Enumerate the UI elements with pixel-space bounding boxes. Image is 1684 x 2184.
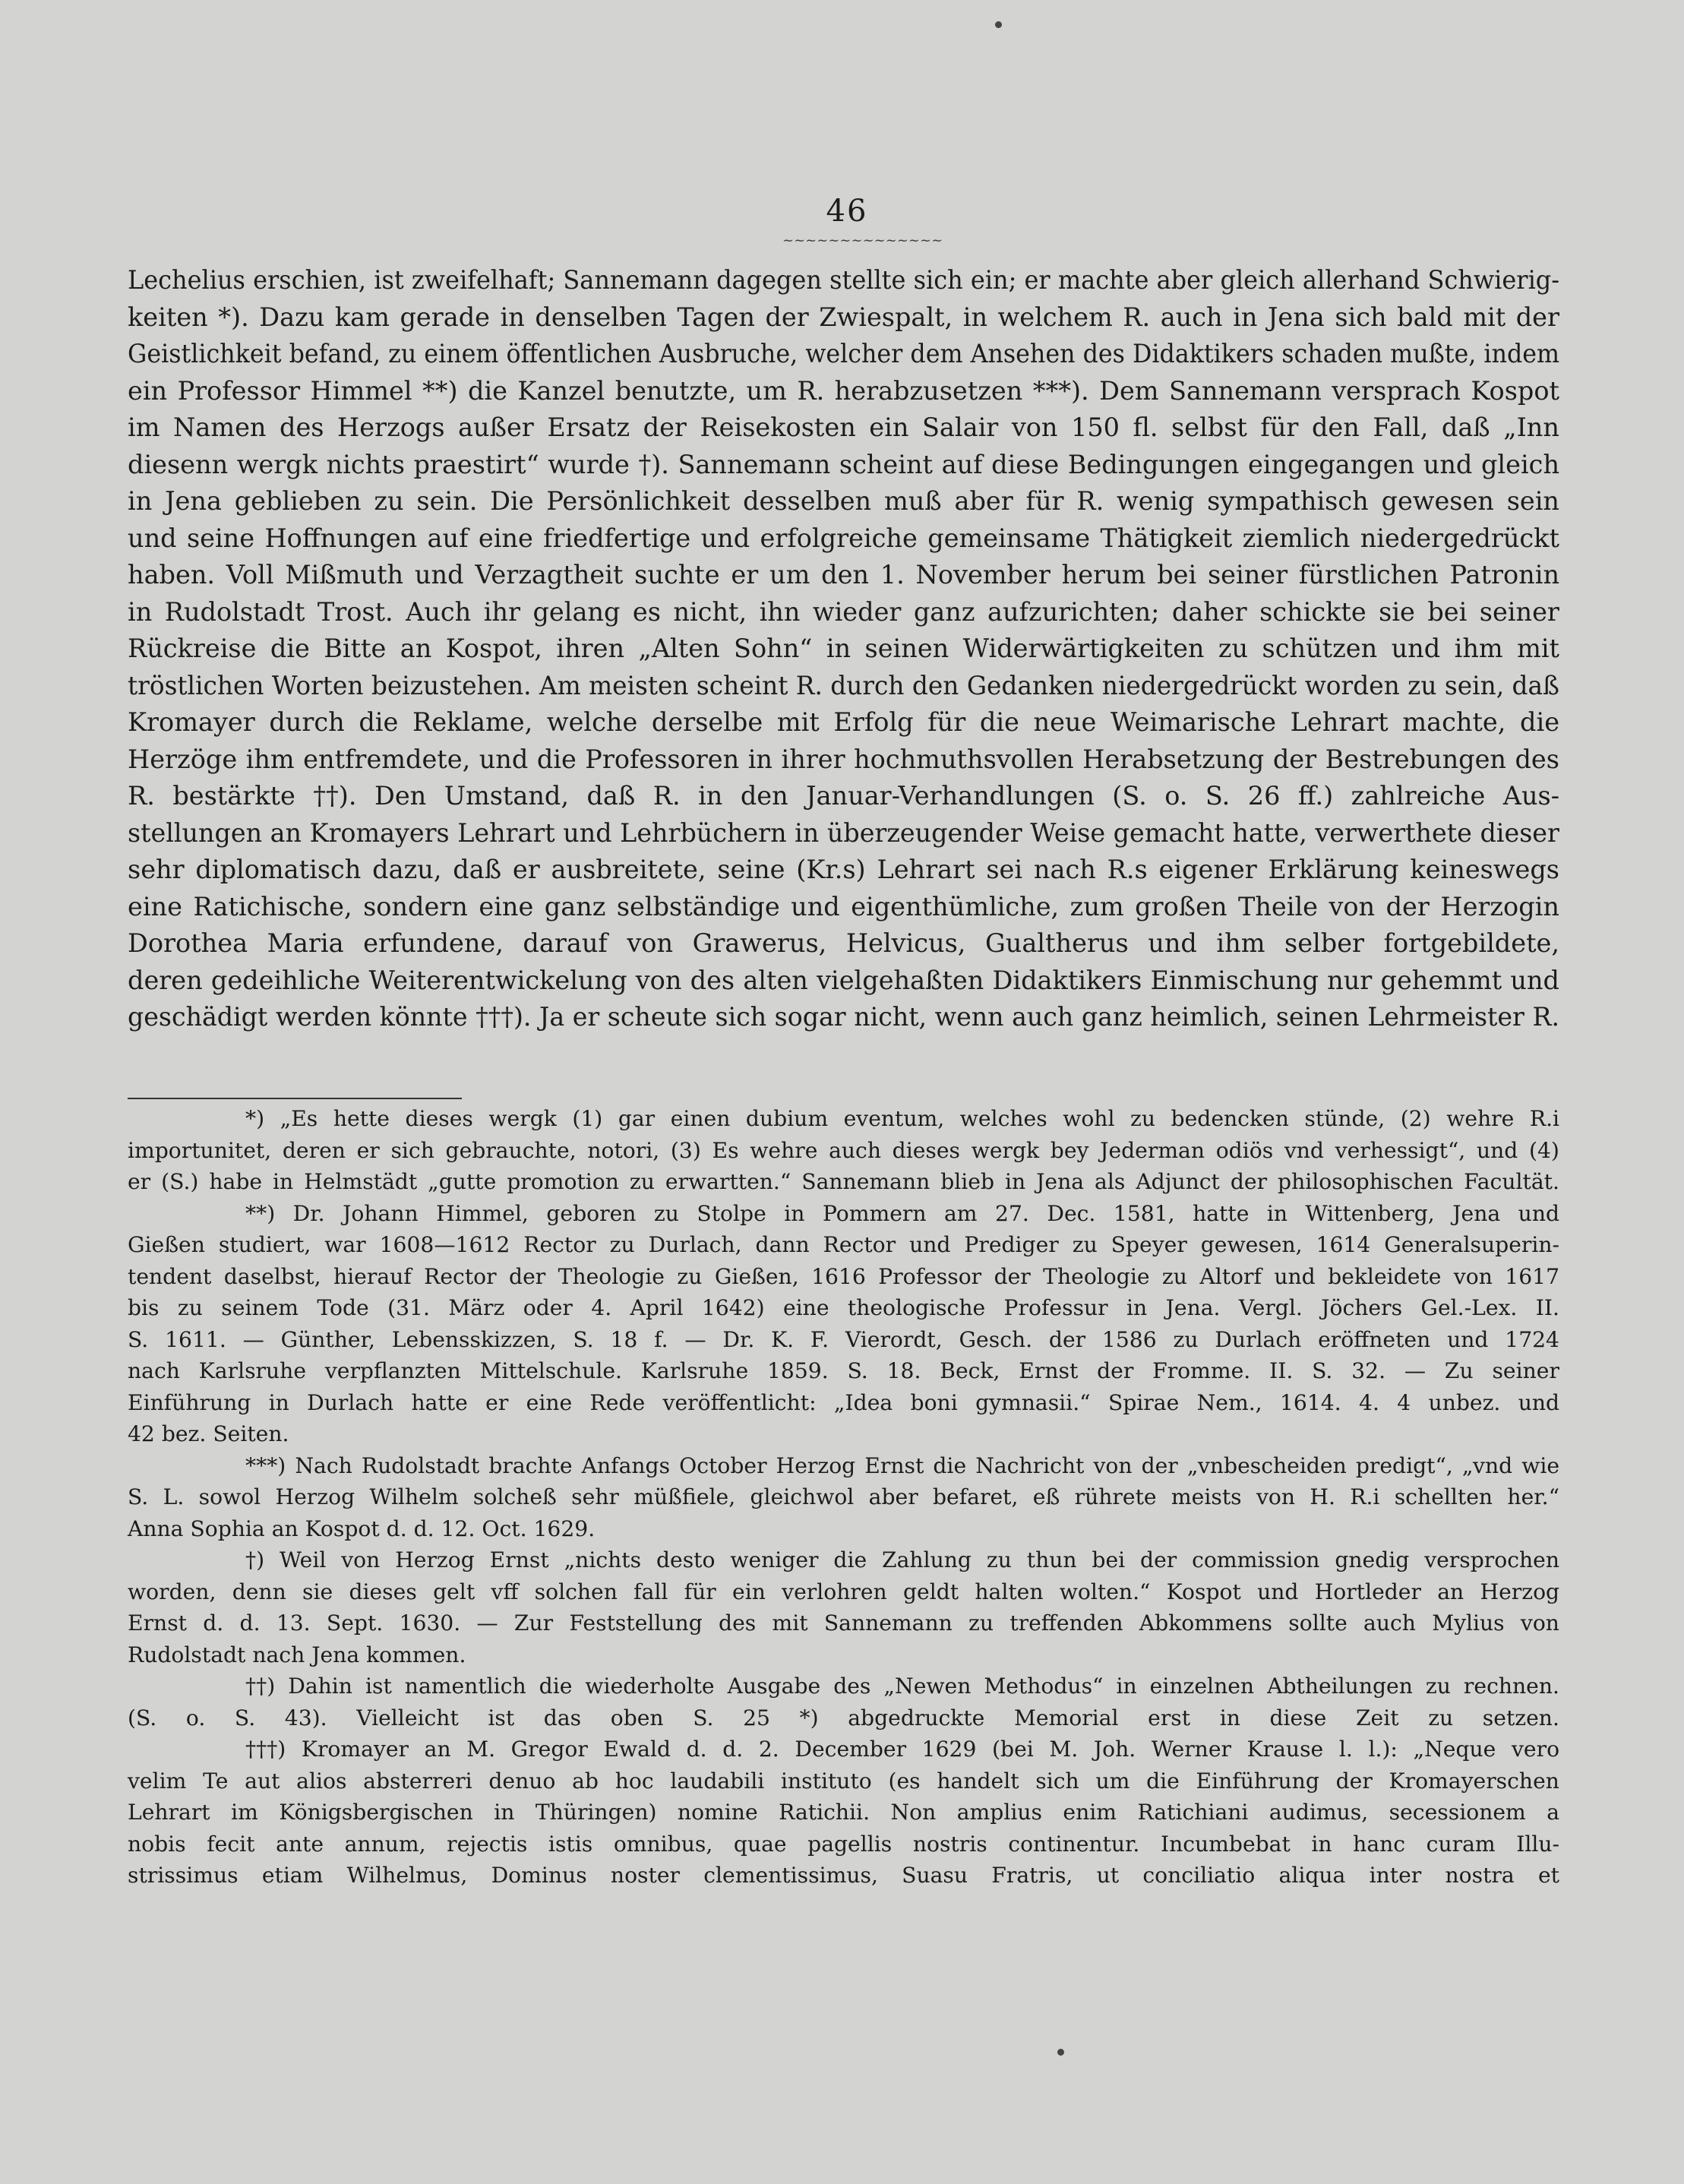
body-line: Lechelius erschien, ist zweifelhaft; Sannemann dagegen stellte sich ein; er machte aber gleich allerhand Schwierig- (128, 265, 1560, 295)
body-line: R. bestärkte ††). Den Umstand, daß R. in den Januar-Verhandlungen (S. o. S. 26 ff.) zahlreiche Aus- (128, 781, 1560, 811)
footnote-line: 42 bez. Seiten. (128, 1421, 289, 1446)
body-line: Geistlichkeit befand, zu einem öffentlichen Ausbruche, welcher dem Ansehen des Didaktikers schaden mußte, indem (128, 339, 1560, 368)
footnote-rule (128, 1098, 462, 1099)
body-line: geschädigt werden könnte †††). Ja er scheute sich sogar nicht, wenn auch ganz heimlich, seinen Lehrmeister R. (128, 1002, 1560, 1032)
footnotes (128, 1103, 1559, 1892)
body-line: keiten *). Dazu kam gerade in denselben Tagen der Zwiespalt, in welchem R. auch in Jena sich bald mit der (128, 302, 1560, 332)
footnote-line: Gießen studiert, war 1608—1612 Rector zu Durlach, dann Rector und Prediger zu Speyer gewesen, 1614 Generalsuperin- (128, 1232, 1560, 1257)
footnote-line: †) Weil von Herzog Ernst „nichts desto weniger die Zahlung zu thun bei der commission gnedig versprochen (245, 1547, 1560, 1572)
footnote-line: Rudolstadt nach Jena kommen. (128, 1642, 466, 1667)
body-line: tröstlichen Worten beizustehen. Am meisten scheint R. durch den Gedanken niedergedrückt worden zu sein, daß (128, 670, 1559, 700)
body-line: haben. Voll Mißmuth und Verzagtheit suchte er um den 1. November herum bei seiner fürstlichen Patronin (128, 560, 1560, 589)
footnote-line: †††) Kromayer an M. Gregor Ewald d. d. 2. December 1629 (bei M. Joh. Werner Krause l. l.): „Neque vero (245, 1737, 1560, 1762)
footnote-line: **) Dr. Johann Himmel, geboren zu Stolpe in Pommern am 27. Dec. 1581, hatte in Wittenberg, Jena und (245, 1200, 1560, 1226)
body-line: deren gedeihliche Weiterentwickelung von des alten vielgehaßten Didaktikers Einmischung nur gehemmt und (128, 965, 1559, 995)
footnote-line: worden, denn sie dieses gelt vff solchen fall für ein verlohren geldt halten wolten.“ Kospot und Hortleder an Herzog (128, 1579, 1560, 1604)
page-number-ornament: ~~~~~~~~~~~~~~ (782, 232, 943, 248)
footnote-line: (S. o. S. 43). Vielleicht ist das oben S. 25 *) abgedruckte Memorial erst in diese Zeit zu setzen. (128, 1705, 1559, 1730)
main-text (128, 262, 1559, 1036)
footnote-line: strissimus etiam Wilhelmus, Dominus noster clementissimus, Suasu Fratris, ut conciliatio aliqua inter nostra et (128, 1863, 1559, 1888)
page-number: 46 (826, 194, 868, 229)
footnote-line: Anna Sophia an Kospot d. d. 12. Oct. 1629. (128, 1516, 596, 1541)
footnote-line: velim Te aut alios absterreri denuo ab hoc laudabili instituto (es handelt sich um die Einführung der Kromayerschen (128, 1768, 1559, 1794)
footnote-line: ††) Dahin ist namentlich die wiederholte Ausgabe des „Newen Methodus“ in einzelnen Abtheilungen zu rechnen. (245, 1674, 1559, 1699)
body-line: ein Professor Himmel **) die Kanzel benutzte, um R. herabzusetzen ***). Dem Sannemann versprach Kospot (128, 375, 1559, 406)
footnote-line: Lehrart im Königsbergischen in Thüringen) nomine Ratichii. Non amplius enim Ratichiani audimus, secessionem a (128, 1800, 1560, 1825)
body-line: sehr diplomatisch dazu, daß er ausbreitete, seine (Kr.s) Lehrart sei nach R.s eigener Erklärung keineswegs (128, 855, 1559, 884)
body-line: Rückreise die Bitte an Kospot, ihren „Alten Sohn“ in seinen Widerwärtigkeiten zu schützen und ihm mit (128, 634, 1560, 663)
body-line: in Rudolstadt Trost. Auch ihr gelang es nicht, ihn wieder ganz aufzurichten; daher schickte sie bei seiner (128, 596, 1559, 627)
footnote-line: importunitet, deren er sich gebrauchte, notori, (3) Es wehre auch dieses wergk bey Jederman odiös vnd verhessigt“, und (4) (128, 1137, 1559, 1163)
footnote-line: ***) Nach Rudolstadt brachte Anfangs October Herzog Ernst die Nachricht von der „vnbescheiden predigt“, „vnd wie (245, 1452, 1560, 1478)
body-line: eine Ratichische, sondern eine ganz selbständige und eigenthümliche, zum großen Theile von der Herzogin (128, 891, 1559, 921)
footnote-line: er (S.) habe in Helmstädt „gutte promotion zu erwartten.“ Sannemann blieb in Jena als Adjunct der philosophischen Facultät. (128, 1169, 1559, 1194)
body-line: diesenn wergk nichts praestirt“ wurde †). Sannemann scheint auf diese Bedingungen eingegangen und gleich (128, 449, 1560, 479)
footnote-line: nobis fecit ante annum, rejectis istis omnibus, quae pagellis nostris continentur. Incumbebat in hanc curam Illu- (128, 1831, 1560, 1857)
footnote-line: Einführung in Durlach hatte er eine Rede veröffentlicht: „Idea boni gymnasii.“ Spirae Nem., 1614. 4. 4 unbez. und (128, 1389, 1560, 1415)
body-line: im Namen des Herzogs außer Ersatz der Reisekosten ein Salair von 150 fl. selbst für den Fall, daß „Inn (128, 412, 1559, 442)
footnote-line: bis zu seinem Tode (31. März oder 4. April 1642) eine theologische Professur in Jena. Vergl. Jöchers Gel.-Lex. II. (128, 1295, 1560, 1320)
footnote-line: S. 1611. — Günther, Lebensskizzen, S. 18 f. — Dr. K. F. Vierordt, Gesch. der 1586 zu Durlach eröffneten und 1724 (128, 1326, 1559, 1352)
body-line: Kromayer durch die Reklame, welche derselbe mit Erfolg für die neue Weimarische Lehrart machte, die (128, 707, 1560, 737)
footnote-line: Ernst d. d. 13. Sept. 1630. — Zur Feststellung des mit Sannemann zu treffenden Abkommens sollte auch Mylius von (128, 1610, 1559, 1636)
footnote-line: S. L. sowol Herzog Wilhelm solcheß sehr müßfiele, gleichwol aber befaret, eß rührete meists von H. R.i schellten her.“ (128, 1484, 1560, 1509)
ink-speck (995, 21, 1002, 28)
footnote-line: *) „Es hette dieses wergk (1) gar einen dubium eventum, welches wohl zu bedencken stünde, (2) wehre R.i (245, 1106, 1560, 1131)
body-line: in Jena geblieben zu sein. Die Persönlichkeit desselben muß aber für R. wenig sympathisch gewesen sein (128, 486, 1559, 516)
body-line: und seine Hoffnungen auf eine friedfertige und erfolgreiche gemeinsame Thätigkeit ziemlich niedergedrückt (128, 523, 1559, 553)
body-line: Dorothea Maria erfundene, darauf von Grawerus, Helvicus, Gualtherus und ihm selber fortgebildete, (128, 928, 1560, 958)
footnote-line: tendent daselbst, hierauf Rector der Theologie zu Gießen, 1616 Professor der Theologie zu Altorf und bekleidete von 1617 (128, 1263, 1560, 1289)
body-line: stellungen an Kromayers Lehrart und Lehrbüchern in überzeugender Weise gemacht hatte, verwerthete dieser (128, 817, 1559, 848)
ink-speck (1057, 2049, 1064, 2056)
body-line: Herzöge ihm entfremdete, und die Professoren in ihrer hochmuthsvollen Herabsetzung der Bestrebungen des (128, 744, 1559, 774)
footnote-line: nach Karlsruhe verpflanzten Mittelschule. Karlsruhe 1859. S. 18. Beck, Ernst der Fromme. II. S. 32. — Zu seiner (128, 1358, 1559, 1383)
